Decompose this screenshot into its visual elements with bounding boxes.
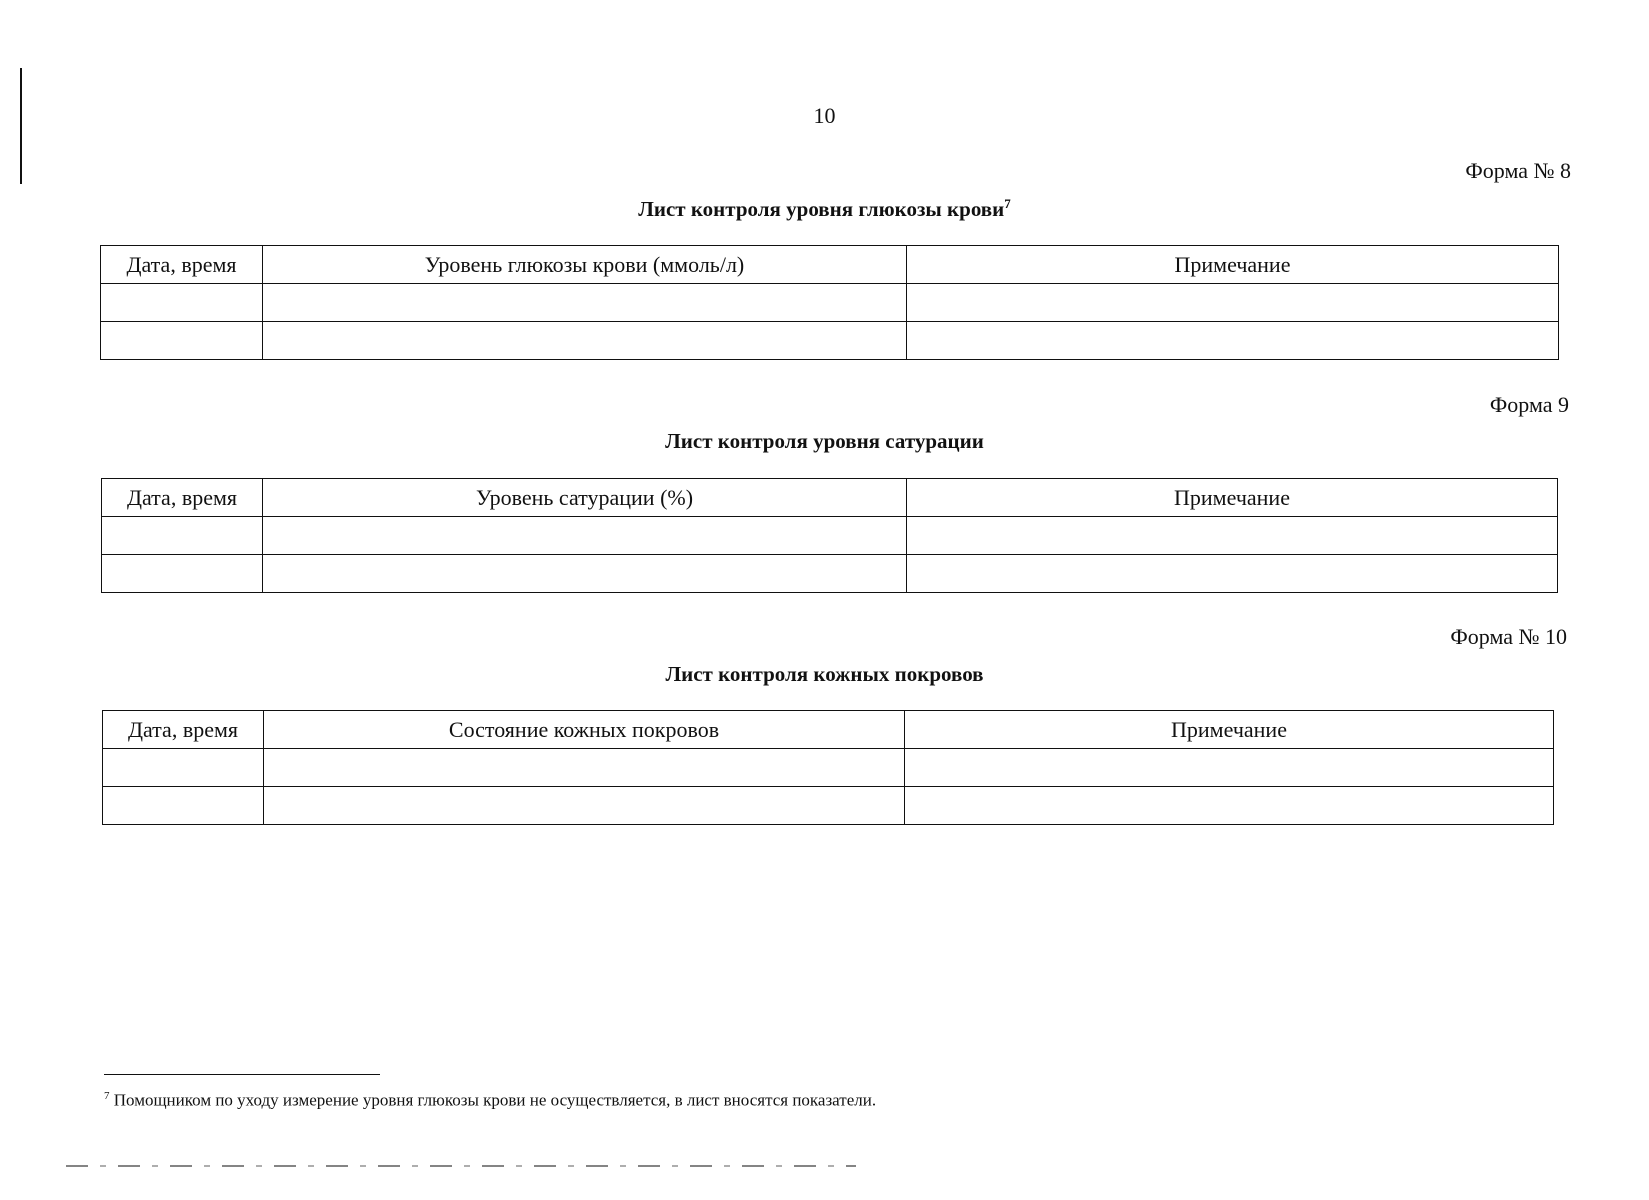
table-cell <box>263 284 907 322</box>
header-note: Примечание <box>907 479 1558 517</box>
table-cell <box>907 284 1559 322</box>
table-header-row <box>101 246 1559 284</box>
table-cell <box>263 555 907 593</box>
form-9-title <box>0 429 1649 454</box>
footnote-rule <box>104 1074 380 1075</box>
form-9-label: Форма 9 <box>1489 392 1569 417</box>
table-cell <box>102 517 263 555</box>
table-cell <box>905 749 1554 787</box>
header-saturation-level: Уровень сатурации (%) <box>263 479 907 517</box>
table-row <box>103 787 1554 825</box>
table-cell <box>264 749 905 787</box>
form-8-title-text: Лист контроля уровня глюкозы крови <box>638 197 1005 221</box>
table-cell <box>907 555 1558 593</box>
page-number: 10 <box>813 103 836 128</box>
header-note: Примечание <box>907 246 1559 284</box>
form-10-title-text: Лист контроля кожных покровов <box>665 662 984 686</box>
form-10-label: Форма № 10 <box>1450 624 1567 649</box>
form-10-title <box>0 662 1649 687</box>
table-cell <box>907 322 1559 360</box>
header-date-time: Дата, время <box>101 246 263 284</box>
header-date-time: Дата, время <box>102 479 263 517</box>
table-row <box>101 322 1559 360</box>
table-row <box>102 517 1558 555</box>
header-glucose-level: Уровень глюкозы крови (ммоль/л) <box>263 246 907 284</box>
table-header-row <box>103 711 1554 749</box>
table-cell <box>103 749 264 787</box>
table-cell <box>101 284 263 322</box>
table-cell <box>907 517 1558 555</box>
glucose-control-table <box>100 245 1559 360</box>
form-8-footnote-ref: 7 <box>1004 196 1011 211</box>
table-cell <box>264 787 905 825</box>
scan-noise <box>66 1165 856 1167</box>
header-note: Примечание <box>905 711 1554 749</box>
header-date-time: Дата, время <box>103 711 264 749</box>
table-row <box>102 555 1558 593</box>
table-header-row <box>102 479 1558 517</box>
table-cell <box>102 555 263 593</box>
footnote <box>104 1090 876 1111</box>
table-row <box>103 749 1554 787</box>
header-skin-condition: Состояние кожных покровов <box>264 711 905 749</box>
form-8-label: Форма № 8 <box>1465 158 1571 183</box>
table-cell <box>263 322 907 360</box>
footnote-text: Помощником по уходу измерение уровня глюкозы крови не осуществляется, в лист вносятся показатели. <box>109 1090 877 1110</box>
form-9-title-text: Лист контроля уровня сатурации <box>665 429 984 453</box>
table-cell <box>103 787 264 825</box>
table-cell <box>905 787 1554 825</box>
saturation-control-table <box>101 478 1558 593</box>
footnote-marker: 7 <box>104 1090 110 1102</box>
table-cell <box>101 322 263 360</box>
skin-control-table <box>102 710 1554 825</box>
table-row <box>101 284 1559 322</box>
table-cell <box>263 517 907 555</box>
form-8-title <box>0 196 1649 222</box>
